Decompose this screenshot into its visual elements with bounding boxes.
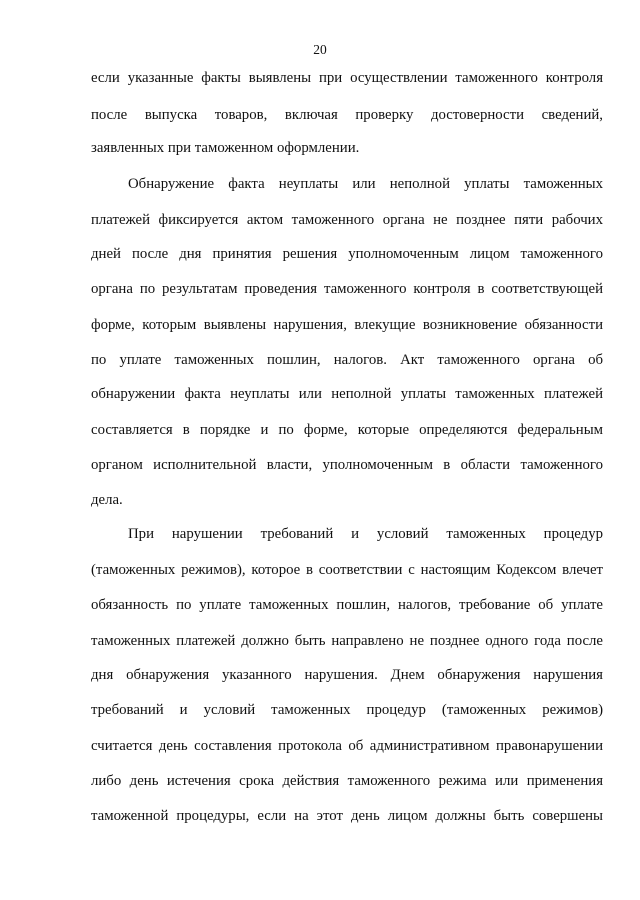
text-line: либо день истечения срока действия таможенного режима или применения (91, 773, 603, 789)
text-line: по уплате таможенных пошлин, налогов. Акт таможенного органа об (91, 352, 603, 368)
text-line: дней после дня принятия решения уполномоченным лицом таможенного (91, 246, 603, 262)
text-line: обязанность по уплате таможенных пошлин, налогов, требование об уплате (91, 597, 603, 613)
text-line: платежей фиксируется актом таможенного органа не позднее пяти рабочих (91, 212, 603, 228)
paragraph-first-line: При нарушении требований и условий таможенных процедур (128, 526, 603, 542)
text-line: заявленных при таможенном оформлении. (91, 140, 360, 156)
text-line: составляется в порядке и по форме, которые определяются федеральным (91, 422, 603, 438)
text-line: таможенной процедуры, если на этот день лицом должны быть совершены (91, 808, 603, 824)
paragraph-first-line: Обнаружение факта неуплаты или неполной уплаты таможенных (128, 176, 603, 192)
text-line: дня обнаружения указанного нарушения. Днем обнаружения нарушения (91, 667, 603, 683)
text-line: обнаружении факта неуплаты или неполной уплаты таможенных платежей (91, 386, 603, 402)
text-line: таможенных платежей должно быть направлено не позднее одного года после (91, 633, 603, 649)
text-line: требований и условий таможенных процедур (таможенных режимов) (91, 702, 603, 718)
text-line: считается день составления протокола об административном правонарушении (91, 738, 603, 754)
text-line: дела. (91, 492, 123, 508)
text-line: (таможенных режимов), которое в соответствии с настоящим Кодексом влечет (91, 562, 603, 578)
text-line: органом исполнительной власти, уполномоченным в области таможенного (91, 457, 603, 473)
text-line: форме, которым выявлены нарушения, влекущие возникновение обязанности (91, 317, 603, 333)
text-line: после выпуска товаров, включая проверку достоверности сведений, (91, 107, 603, 123)
text-line: если указанные факты выявлены при осуществлении таможенного контроля (91, 70, 603, 86)
text-line: органа по результатам проведения таможенного контроля в соответствующей (91, 281, 603, 297)
page-number: 20 (313, 42, 327, 57)
